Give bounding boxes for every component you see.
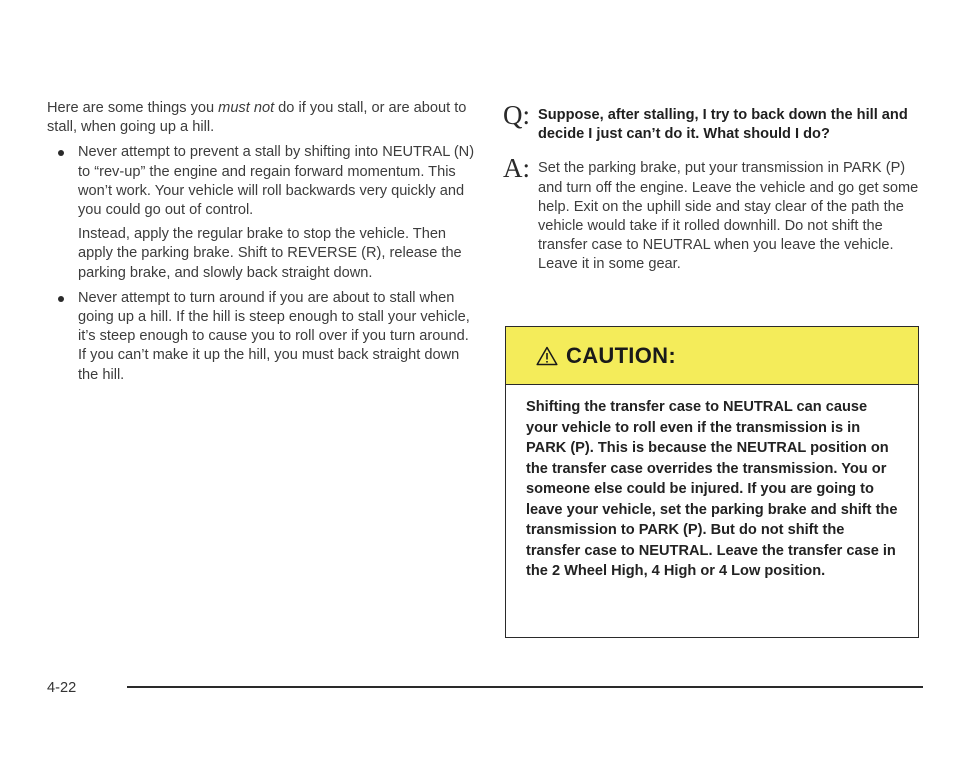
left-column bbox=[47, 99, 477, 385]
question-text: Suppose, after stalling, I try to back down the hill and decide I just can’t do it. What should I do? bbox=[538, 107, 908, 143]
bullet-dot-icon bbox=[58, 150, 64, 156]
bullet-text-2: Never attempt to turn around if you are about to stall when going up a hill. If the hill is steep enough to stall your vehicle, it’s steep enough to cause you to roll over if you turn around. If you can’t make it up the hill, you must back straight down the hill. bbox=[78, 289, 470, 383]
intro-text-start: Here are some things you bbox=[47, 100, 219, 116]
bullet-sub-paragraph-1: Instead, apply the regular brake to stop the vehicle. Then apply the parking brake. Shift to REVERSE (R), release the parking brake, and slowly back straight down. bbox=[78, 226, 462, 281]
qa-section bbox=[503, 100, 923, 275]
warning-triangle-icon bbox=[536, 346, 558, 366]
answer-text: Set the parking brake, put your transmission in PARK (P) and turn off the engine. Leave the vehicle and go get some help. Exit on the uphill side and stay clear of the path the vehicle would take if it rolled downhill. Do not shift the transfer case to NEUTRAL when you leave the vehicle. Leave it in some gear. bbox=[538, 160, 919, 273]
caution-title: CAUTION: bbox=[566, 342, 676, 368]
bullet-item-1 bbox=[47, 143, 477, 282]
intro-emphasis: must not bbox=[218, 100, 275, 116]
bullet-text-1: Never attempt to prevent a stall by shifting into NEUTRAL (N) to “rev-up” the engine and regain forward momentum. This won’t work. Your vehicle will roll backwards very quickly and you could go out of control. bbox=[78, 144, 475, 219]
caution-body: Shifting the transfer case to NEUTRAL can cause your vehicle to roll even if the transmission is in PARK (P). This is because the NEUTRAL position on the transfer case overrides the transmission. You or someone else could be injured. If you are going to leave your vehicle, set the parking brake and shift the transmission to PARK (P). But do not shift the transfer case to NEUTRAL. Leave the transfer case in the 2 Wheel High, 4 High or 4 Low position. bbox=[526, 399, 898, 579]
footer-divider bbox=[127, 686, 923, 688]
question-label: Q: bbox=[503, 100, 530, 130]
bullet-item-2 bbox=[47, 289, 477, 385]
caution-box bbox=[505, 326, 919, 638]
answer-block bbox=[503, 153, 923, 274]
answer-label: A: bbox=[503, 153, 530, 184]
page-number: 4-22 bbox=[47, 680, 77, 696]
question-block bbox=[503, 100, 923, 144]
caution-header bbox=[506, 327, 918, 385]
intro-text-end: do if you stall, or are about to stall, when going up a hill. bbox=[47, 100, 467, 136]
bullet-dot-icon bbox=[58, 296, 64, 302]
intro-paragraph bbox=[47, 99, 477, 137]
